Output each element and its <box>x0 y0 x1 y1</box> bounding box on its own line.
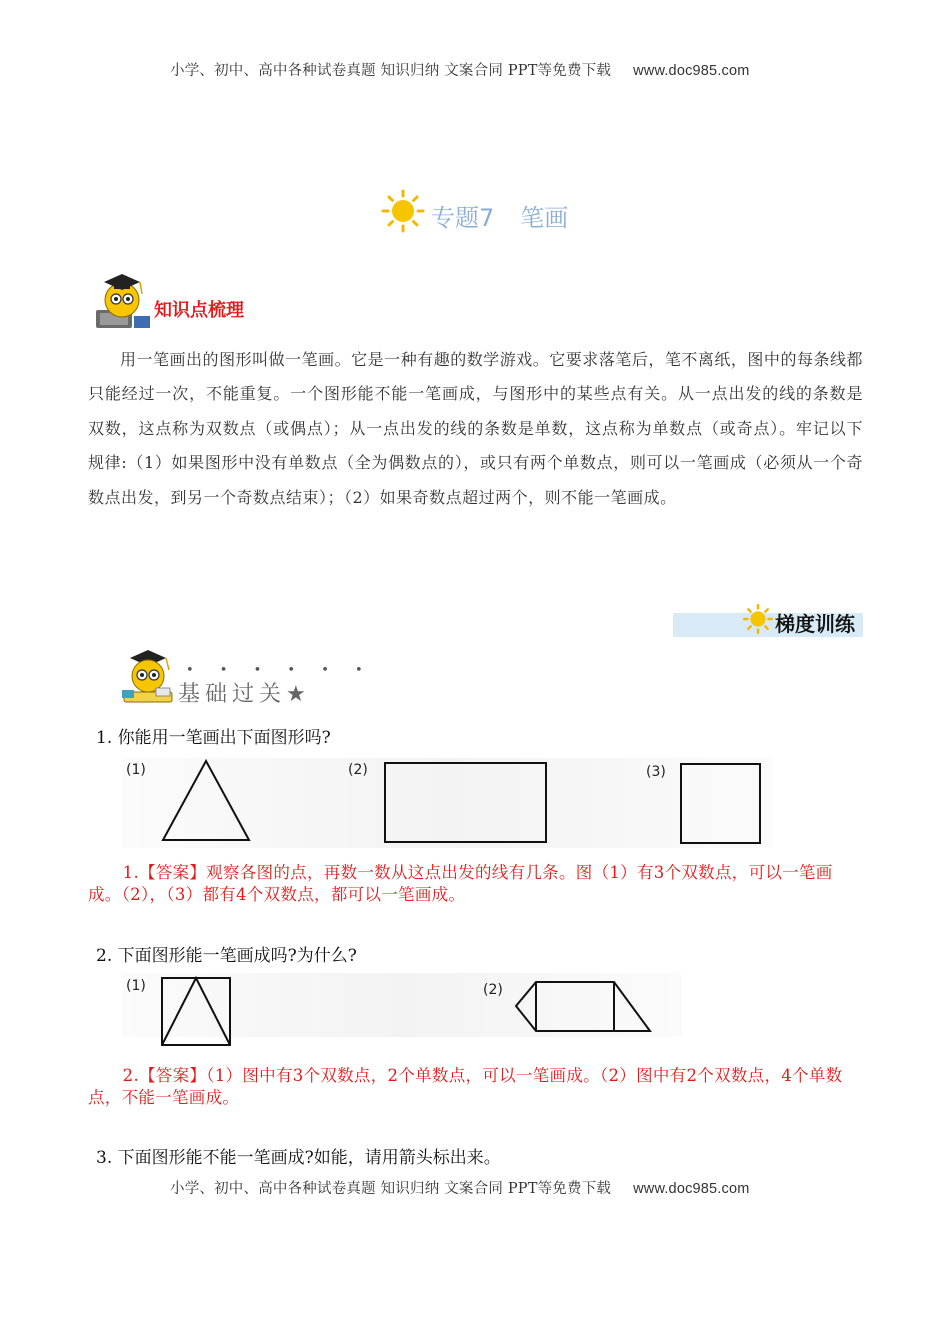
fig2-label-2: (2) <box>483 982 503 998</box>
basic-level-label: 基础过关★ <box>178 682 311 707</box>
triangle-figure <box>160 758 252 844</box>
scholar-mascot-icon <box>92 270 156 334</box>
header-text: 小学、初中、高中各种试卷真题 知识归纳 文案合同 PPT等免费下载 <box>170 63 612 79</box>
sun-icon <box>380 188 426 234</box>
title-topic: 专题7 <box>431 204 495 232</box>
section-knowledge-title: 知识点梳理 <box>154 300 244 321</box>
fig2-label-1: (1) <box>126 978 146 994</box>
answer-2: 2.【答案】（1）图中有3个双数点，2个单数点，可以一笔画成。（2）图中有2个双数点，4个单数点，不能一笔画成。 <box>88 1066 843 1107</box>
question-1: 1. 你能用一笔画出下面图形吗? <box>96 728 331 748</box>
section-training-title: 梯度训练 <box>775 612 855 636</box>
title-name: 笔画 <box>520 204 569 232</box>
answer-1: 1.【答案】观察各图的点，再数一数从这点出发的线有几条。图（1）有3个双数点，可以一笔画成。（2），（3）都有4个双数点，都可以一笔画成。 <box>88 863 833 904</box>
page-title <box>431 198 568 233</box>
page-header <box>170 59 750 80</box>
reading-mascot-icon <box>116 646 180 710</box>
page-footer <box>170 1177 750 1198</box>
footer-text: 小学、初中、高中各种试卷真题 知识归纳 文案合同 PPT等免费下载 <box>170 1181 612 1197</box>
composite-shape-figure <box>514 979 654 1035</box>
fig1-label-3: (3) <box>646 764 666 780</box>
intro-paragraph: 用一笔画出的图形叫做一笔画。它是一种有趣的数学游戏。它要求落笔后，笔不离纸，图中的每条线都只能经过一次，不能重复。一个图形能不能一笔画成，与图形中的某些点有关。从一点出发的线的条数是双数，这点称为双数点（或偶点）；从一点出发的线的条数是单数，这点称为单数点（或奇点）。牢记以下规律:（1）如果图形中没有单数点（全为偶数点的），或只有两个单数点，则可以一笔画成（必须从一个奇数点出发，到另一个奇数点结束）；（2）如果奇数点超过两个，则不能一笔画成。 <box>88 350 863 507</box>
question-3: 3. 下面图形能不能一笔画成?如能，请用箭头标出来。 <box>96 1148 501 1168</box>
square-with-triangle-figure <box>160 976 232 1048</box>
square-figure <box>679 762 763 846</box>
fig1-label-2: (2) <box>348 762 368 778</box>
footer-url[interactable]: www.doc985.com <box>633 1181 750 1197</box>
rectangle-figure <box>383 761 549 845</box>
basic-dots: • • • • • • <box>186 663 374 678</box>
question-2: 2. 下面图形能一笔画成吗?为什么? <box>96 946 357 966</box>
sun-small-icon <box>742 603 774 635</box>
fig1-label-1: (1) <box>126 762 146 778</box>
header-url[interactable]: www.doc985.com <box>633 63 750 79</box>
